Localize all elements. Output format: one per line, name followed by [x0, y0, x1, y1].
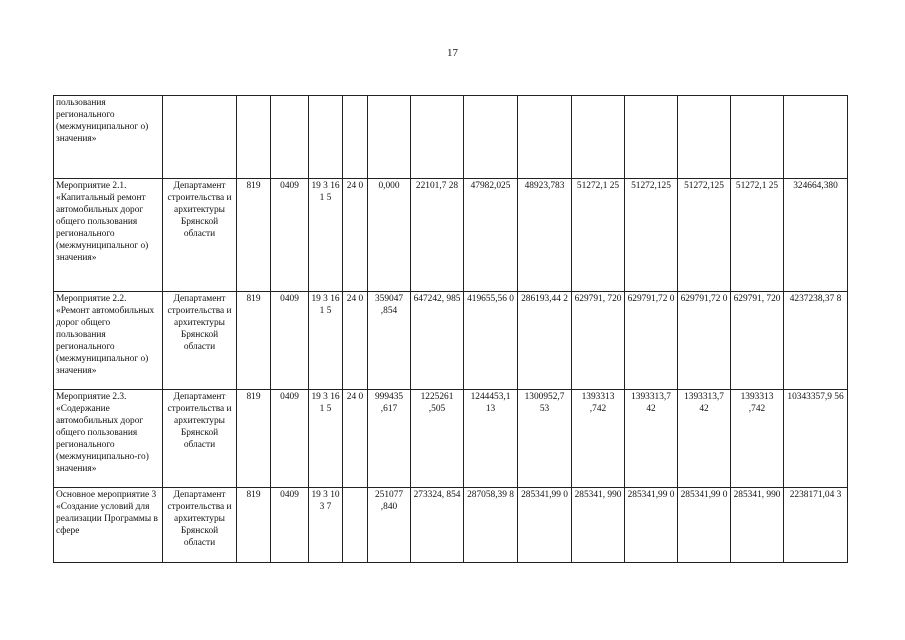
- year-value-cell: 1393313,7 42: [678, 390, 731, 488]
- year-value-cell: [731, 96, 784, 179]
- year-value-cell: 51272,125: [678, 179, 731, 292]
- year-value-cell: [678, 96, 731, 179]
- year-value-cell: 419655,56 0: [464, 292, 518, 390]
- vr-code-cell: 24 0: [343, 179, 368, 292]
- year-value-cell: [518, 96, 572, 179]
- grbs-code-cell: 819: [237, 179, 271, 292]
- grbs-code-cell: 819: [237, 488, 271, 563]
- grbs-code-cell: [237, 96, 271, 179]
- budget-table: [53, 95, 848, 563]
- year-value-cell: [368, 96, 411, 179]
- year-value-cell: 286193,44 2: [518, 292, 572, 390]
- rzpr-code-cell: [271, 96, 309, 179]
- year-value-cell: 999435 ,617: [368, 390, 411, 488]
- year-value-cell: 359047 ,854: [368, 292, 411, 390]
- table-row: [54, 390, 848, 488]
- total-value-cell: 324664,380: [784, 179, 848, 292]
- csr-code-cell: 19 3 161 5: [309, 179, 343, 292]
- year-value-cell: 22101,7 28: [411, 179, 464, 292]
- rzpr-code-cell: 0409: [271, 292, 309, 390]
- vr-code-cell: [343, 488, 368, 563]
- year-value-cell: 629791, 720: [572, 292, 625, 390]
- year-value-cell: [625, 96, 678, 179]
- year-value-cell: 287058,39 8: [464, 488, 518, 563]
- total-value-cell: 10343357,9 56: [784, 390, 848, 488]
- year-value-cell: 629791,72 0: [625, 292, 678, 390]
- year-value-cell: 285341,99 0: [518, 488, 572, 563]
- csr-code-cell: 19 3 161 5: [309, 390, 343, 488]
- table-row: [54, 179, 848, 292]
- year-value-cell: 1225261 ,505: [411, 390, 464, 488]
- year-value-cell: 629791, 720: [731, 292, 784, 390]
- page-number: 17: [447, 47, 458, 59]
- rzpr-code-cell: 0409: [271, 390, 309, 488]
- year-value-cell: 251077 ,840: [368, 488, 411, 563]
- year-value-cell: 1244453,1 13: [464, 390, 518, 488]
- measure-name-cell: Основное мероприятие 3 «Создание условий для реализации Программы в сфере: [54, 488, 163, 563]
- year-value-cell: 47982,025: [464, 179, 518, 292]
- rzpr-code-cell: 0409: [271, 179, 309, 292]
- table-row: [54, 292, 848, 390]
- table-body: [54, 96, 848, 563]
- executor-cell: [163, 96, 237, 179]
- year-value-cell: 1393313 ,742: [731, 390, 784, 488]
- rzpr-code-cell: 0409: [271, 488, 309, 563]
- total-value-cell: 2238171,04 3: [784, 488, 848, 563]
- year-value-cell: 0,000: [368, 179, 411, 292]
- grbs-code-cell: 819: [237, 390, 271, 488]
- year-value-cell: 1300952,7 53: [518, 390, 572, 488]
- year-value-cell: 285341, 990: [572, 488, 625, 563]
- executor-cell: Департамент строительства и архитектуры Брянской области: [163, 179, 237, 292]
- year-value-cell: 273324, 854: [411, 488, 464, 563]
- year-value-cell: 51272,1 25: [731, 179, 784, 292]
- year-value-cell: 647242, 985: [411, 292, 464, 390]
- total-value-cell: [784, 96, 848, 179]
- vr-code-cell: 24 0: [343, 390, 368, 488]
- year-value-cell: 1393313,7 42: [625, 390, 678, 488]
- csr-code-cell: [309, 96, 343, 179]
- vr-code-cell: 24 0: [343, 292, 368, 390]
- year-value-cell: 285341, 990: [731, 488, 784, 563]
- executor-cell: Департамент строительства и архитектуры Брянской области: [163, 488, 237, 563]
- table-row: [54, 488, 848, 563]
- executor-cell: Департамент строительства и архитектуры Брянской области: [163, 292, 237, 390]
- grbs-code-cell: 819: [237, 292, 271, 390]
- measure-name-cell: Мероприятие 2.1. «Капитальный ремонт автомобильных дорог общего пользования регионального (межмуниципальног о) значения»: [54, 179, 163, 292]
- year-value-cell: 51272,125: [625, 179, 678, 292]
- csr-code-cell: 19 3 161 5: [309, 292, 343, 390]
- year-value-cell: 629791,72 0: [678, 292, 731, 390]
- csr-code-cell: 19 3 103 7: [309, 488, 343, 563]
- year-value-cell: 1393313 ,742: [572, 390, 625, 488]
- year-value-cell: 51272,1 25: [572, 179, 625, 292]
- year-value-cell: [464, 96, 518, 179]
- vr-code-cell: [343, 96, 368, 179]
- year-value-cell: 285341,99 0: [678, 488, 731, 563]
- executor-cell: Департамент строительства и архитектуры Брянской области: [163, 390, 237, 488]
- year-value-cell: 48923,783: [518, 179, 572, 292]
- year-value-cell: [572, 96, 625, 179]
- measure-name-cell: Мероприятие 2.2. «Ремонт автомобильных дорог общего пользования регионального (межмуниципальног о) значения»: [54, 292, 163, 390]
- measure-name-cell: пользования регионального (межмуниципальног о) значения»: [54, 96, 163, 179]
- year-value-cell: [411, 96, 464, 179]
- year-value-cell: 285341,99 0: [625, 488, 678, 563]
- table-row: [54, 96, 848, 179]
- total-value-cell: 4237238,37 8: [784, 292, 848, 390]
- measure-name-cell: Мероприятие 2.3. «Содержание автомобильных дорог общего пользования регионального (межмуниципально-го) значения»: [54, 390, 163, 488]
